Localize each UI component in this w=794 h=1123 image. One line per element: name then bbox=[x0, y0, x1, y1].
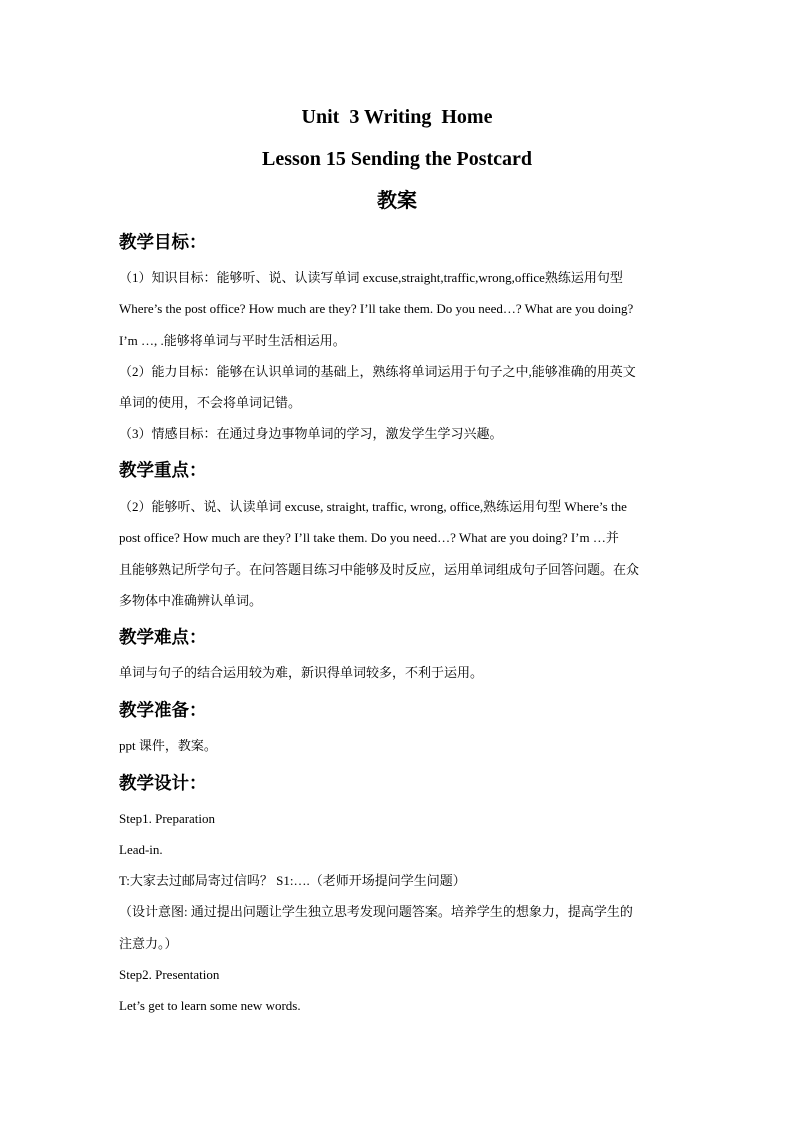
design-line: Lead-in. bbox=[119, 842, 163, 857]
objectives-line: 单词的使用，不会将单词记错。 bbox=[119, 395, 302, 410]
key-points-line: （2）能够听、说、认读单词 excuse, straight, traffic, wrong, office,熟练运用句型 Where’s the bbox=[119, 499, 627, 514]
objectives-line: Where’s the post office? How much are they? I’ll take them. Do you need…? What are you doing? bbox=[119, 301, 634, 316]
design-line: （设计意图: 通过提出问题让学生独立思考发现问题答案。培养学生的想象力，提高学生的 bbox=[119, 904, 633, 919]
design-line: 注意力。） bbox=[119, 936, 178, 951]
preparation-heading: 教学准备： bbox=[119, 700, 207, 720]
design-heading: 教学设计： bbox=[119, 773, 207, 793]
preparation-line: ppt 课件，教案。 bbox=[119, 738, 217, 753]
key-points-line: post office? How much are they? I’ll take them. Do you need…? What are you doing? I’m …并 bbox=[119, 530, 619, 545]
lesson-plan-title: 教案 bbox=[377, 190, 417, 212]
design-line: Step1. Preparation bbox=[119, 811, 216, 826]
design-line: Step2. Presentation bbox=[119, 967, 220, 982]
objectives-line: I’m …, .能够将单词与平时生活相运用。 bbox=[119, 333, 346, 348]
objectives-line: （2）能力目标：能够在认识单词的基础上，熟练将单词运用于句子之中,能够准确的用英文 bbox=[119, 364, 636, 379]
unit-title: Unit 3 Writing Home bbox=[301, 106, 493, 128]
difficulties-line: 单词与句子的结合运用较为难，新识得单词较多，不利于运用。 bbox=[119, 665, 484, 680]
objectives-heading: 教学目标： bbox=[119, 232, 207, 252]
objectives-line: （3）情感目标：在通过身边事物单词的学习，激发学生学习兴趣。 bbox=[119, 426, 503, 441]
key-points-line: 且能够熟记所学句子。在问答题目练习中能够及时反应，运用单词组成句子回答问题。在众 bbox=[119, 562, 640, 577]
lesson-title: Lesson 15 Sending the Postcard bbox=[261, 148, 533, 170]
design-line: T:大家去过邮局寄过信吗？ S1:….（老师开场提问学生问题） bbox=[119, 873, 466, 888]
key-points-heading: 教学重点： bbox=[119, 460, 207, 480]
key-points-line: 多物体中准确辨认单词。 bbox=[119, 593, 263, 608]
objectives-line: （1）知识目标：能够听、说、认读写单词 excuse,straight,traffic,wrong,office熟练运用句型 bbox=[119, 270, 623, 285]
design-line: Let’s get to learn some new words. bbox=[119, 998, 301, 1013]
difficulties-heading: 教学难点： bbox=[119, 627, 207, 647]
